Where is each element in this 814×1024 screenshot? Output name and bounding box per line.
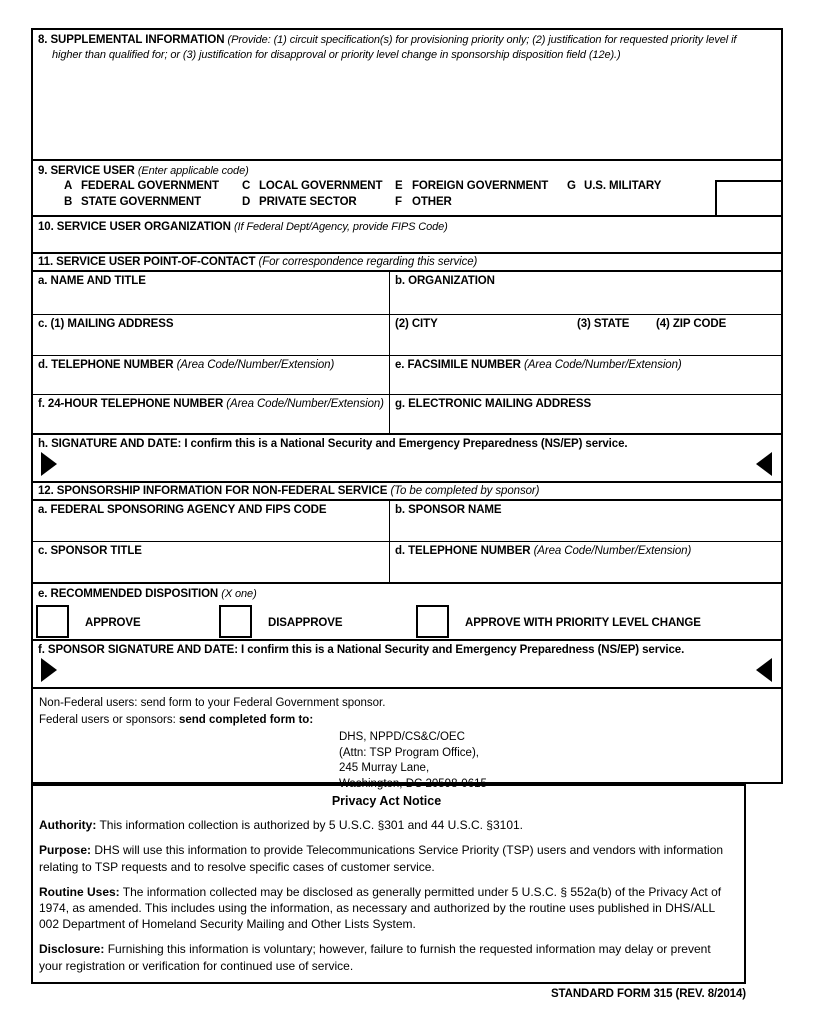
privacy-item-purpose-heading: Purpose:: [39, 843, 92, 858]
signature-end-arrow-icon: [756, 452, 772, 476]
signature-start-arrow-icon: [41, 452, 57, 476]
privacy-act-notice-title: Privacy Act Notice: [331, 794, 442, 809]
service-user-code-d: D PRIVATE SECTOR: [242, 196, 357, 209]
field-sponsor-title[interactable]: [33, 542, 390, 582]
privacy-item-disclosure-body: Furnishing this information is voluntary; however, failure to furnish the requested information may delay or prevent your registration or verification for continued use of service.: [39, 942, 711, 973]
disposition-options: [33, 606, 781, 639]
section-9-title: 9. SERVICE USER: [38, 165, 135, 177]
field-facsimile-number[interactable]: [390, 356, 781, 394]
section-12-sponsorship-information: [31, 481, 783, 687]
field-sponsor-signature-and-date[interactable]: [33, 639, 781, 687]
section-10-service-user-organization: [31, 215, 783, 252]
mailing-instructions: [33, 689, 781, 791]
recommended-disposition-label: e. RECOMMENDED DISPOSITION: [38, 588, 219, 600]
privacy-act-notice: [31, 784, 746, 984]
section-11-row-c: [33, 315, 781, 356]
field-sponsor-name-label: b. SPONSOR NAME: [395, 504, 502, 516]
privacy-item-disclosure-heading: Disclosure:: [39, 942, 105, 957]
section-10-header: [33, 217, 781, 237]
field-federal-sponsoring-agency-label: a. FEDERAL SPONSORING AGENCY AND FIPS CODE: [38, 504, 327, 516]
section-10-input[interactable]: [33, 237, 781, 251]
privacy-item-authority-body: This information collection is authorized by 5 U.S.C. §301 and 44 U.S.C. §3101.: [96, 818, 524, 833]
field-zip-label: (4) ZIP CODE: [656, 318, 727, 330]
privacy-item-authority-heading: Authority:: [39, 818, 97, 833]
service-user-code-input[interactable]: [715, 180, 781, 217]
service-user-code-g: G U.S. MILITARY: [567, 180, 662, 193]
section-9-service-user: [31, 159, 783, 215]
checkbox-approve-label: APPROVE: [85, 617, 141, 630]
section-9-instruction: (Enter applicable code): [137, 165, 249, 177]
service-user-code-a: A FEDERAL GOVERNMENT: [64, 180, 219, 193]
service-user-code-list: [33, 179, 781, 213]
field-sponsor-title-label: c. SPONSOR TITLE: [38, 545, 142, 557]
field-electronic-mailing-address[interactable]: [390, 395, 781, 433]
field-name-and-title-label: a. NAME AND TITLE: [38, 275, 146, 287]
mailing-address-line-2: (Attn: TSP Program Office),: [339, 746, 479, 759]
privacy-item-routine-uses-heading: Routine Uses:: [39, 884, 120, 899]
section-11-header: [33, 254, 781, 272]
section-11-title: 11. SERVICE USER POINT-OF-CONTACT: [38, 256, 256, 268]
field-signature-and-date[interactable]: [33, 433, 781, 481]
privacy-item-routine-uses-body: The information collected may be disclosed as generally permitted under 5 U.S.C. § 552a(b) of the Privacy Act of 1974, as amended. This includes using the information, as necessary and authorized by the routine uses published in DHS/ALL 002 Department of Homeland Security Mailing and Other Lists System.: [39, 884, 722, 932]
service-user-code-e: E FOREIGN GOVERNMENT: [395, 180, 549, 193]
privacy-item-purpose-body: DHS will use this information to provide Telecommunications Service Priority (TSP) users and vendors with information relating to TSP requests and to resolve specific cases of customer service.: [39, 843, 724, 874]
field-organization[interactable]: [390, 272, 781, 314]
recommended-disposition-header: [33, 584, 781, 606]
field-24-hour-telephone-number[interactable]: [33, 395, 390, 433]
section-8-supplemental-information: [31, 28, 783, 159]
field-city-state-zip[interactable]: [390, 315, 781, 355]
field-sponsor-signature-and-date-label: f. SPONSOR SIGNATURE AND DATE: I confirm this is a National Security and Emergency Preparedness (NS/EP) service.: [38, 644, 685, 657]
field-federal-sponsoring-agency[interactable]: [33, 501, 390, 541]
section-8-instruction-cont: higher than qualified for; or (3) justification for disapproval or priority level change in sponsorship disposition field (12e).): [52, 49, 621, 62]
field-organization-label: b. ORGANIZATION: [395, 275, 495, 287]
privacy-item-routine-uses: [39, 884, 734, 933]
section-11-row-de: [33, 356, 781, 395]
mailing-address-line-3: 245 Murray Lane,: [339, 762, 430, 775]
field-sponsor-telephone-number-label: d. TELEPHONE NUMBER: [395, 545, 531, 557]
field-sponsor-telephone-number-instruction: (Area Code/Number/Extension): [533, 545, 692, 557]
field-mailing-address-label: c. (1) MAILING ADDRESS: [38, 318, 174, 330]
section-12-row-ab: [33, 501, 781, 542]
mailing-line-non-federal: Non-Federal users: send form to your Federal Government sponsor.: [39, 697, 386, 710]
recommended-disposition-instruction: (X one): [221, 588, 257, 600]
mailing-line-federal-prefix: Federal users or sponsors:: [39, 713, 179, 726]
checkbox-disapprove-label: DISAPPROVE: [268, 617, 343, 630]
section-9-header: [33, 161, 781, 179]
sponsor-signature-end-arrow-icon: [756, 658, 772, 682]
field-24-hour-telephone-number-label: f. 24-HOUR TELEPHONE NUMBER: [38, 398, 224, 410]
section-11-row-fg: [33, 395, 781, 433]
section-12-header: [33, 483, 781, 501]
section-8-title: 8. SUPPLEMENTAL INFORMATION: [38, 34, 225, 46]
form-footer: STANDARD FORM 315 (REV. 8/2014): [550, 988, 746, 1000]
service-user-code-b: B STATE GOVERNMENT: [64, 196, 202, 209]
section-12-instruction: (To be completed by sponsor): [390, 485, 540, 497]
mailing-line-federal: [39, 712, 781, 728]
sponsor-signature-start-arrow-icon: [41, 658, 57, 682]
field-state-label: (3) STATE: [577, 318, 630, 330]
checkbox-approve[interactable]: [36, 605, 69, 638]
field-24-hour-telephone-number-instruction: (Area Code/Number/Extension): [226, 398, 384, 410]
mailing-address-line-1: DHS, NPPD/CS&C/OEC: [339, 730, 465, 743]
field-telephone-number-label: d. TELEPHONE NUMBER: [38, 359, 174, 371]
field-city-label: (2) CITY: [395, 318, 438, 330]
section-11-point-of-contact: [31, 252, 783, 481]
mailing-address-line-4: Washington, DC 20598-0615: [339, 778, 487, 791]
checkbox-approve-with-priority-level-change[interactable]: [416, 605, 449, 638]
checkbox-approve-with-priority-level-change-label: APPROVE WITH PRIORITY LEVEL CHANGE: [465, 617, 701, 630]
section-10-title: 10. SERVICE USER ORGANIZATION: [38, 221, 231, 233]
mailing-instructions-block: [31, 687, 783, 791]
field-sponsor-name[interactable]: [390, 501, 781, 541]
field-name-and-title[interactable]: [33, 272, 390, 314]
section-12-row-cd: [33, 542, 781, 582]
section-8-instruction: (Provide: (1) circuit specification(s) for provisioning priority only; (2) justification for requested priority level if: [227, 34, 737, 46]
field-telephone-number[interactable]: [33, 356, 390, 394]
field-signature-and-date-label: h. SIGNATURE AND DATE: I confirm this is a National Security and Emergency Preparedness (NS/EP) service.: [38, 438, 628, 450]
checkbox-disapprove[interactable]: [219, 605, 252, 638]
privacy-item-authority: [39, 817, 734, 833]
field-telephone-number-instruction: (Area Code/Number/Extension): [176, 359, 335, 371]
privacy-item-disclosure: [39, 941, 734, 973]
field-mailing-address[interactable]: [33, 315, 390, 355]
field-facsimile-number-label: e. FACSIMILE NUMBER: [395, 359, 521, 371]
privacy-item-purpose: [39, 842, 734, 874]
section-12-disposition-block: [33, 582, 781, 639]
form-page: [31, 28, 783, 984]
section-8-header: [33, 30, 781, 65]
field-electronic-mailing-address-label: g. ELECTRONIC MAILING ADDRESS: [395, 398, 592, 410]
mailing-line-federal-emphasis: send completed form to:: [178, 713, 314, 726]
section-8-input-area[interactable]: [33, 65, 781, 143]
field-sponsor-telephone-number[interactable]: [390, 542, 781, 582]
section-11-row-ab: [33, 272, 781, 315]
field-facsimile-number-instruction: (Area Code/Number/Extension): [524, 359, 682, 371]
section-12-title: 12. SPONSORSHIP INFORMATION FOR NON-FEDERAL SERVICE: [38, 485, 388, 497]
section-10-instruction: (If Federal Dept/Agency, provide FIPS Code): [233, 221, 448, 233]
service-user-code-f: F OTHER: [395, 196, 452, 209]
section-11-instruction: (For correspondence regarding this service): [258, 256, 478, 268]
service-user-code-c: C LOCAL GOVERNMENT: [242, 180, 383, 193]
